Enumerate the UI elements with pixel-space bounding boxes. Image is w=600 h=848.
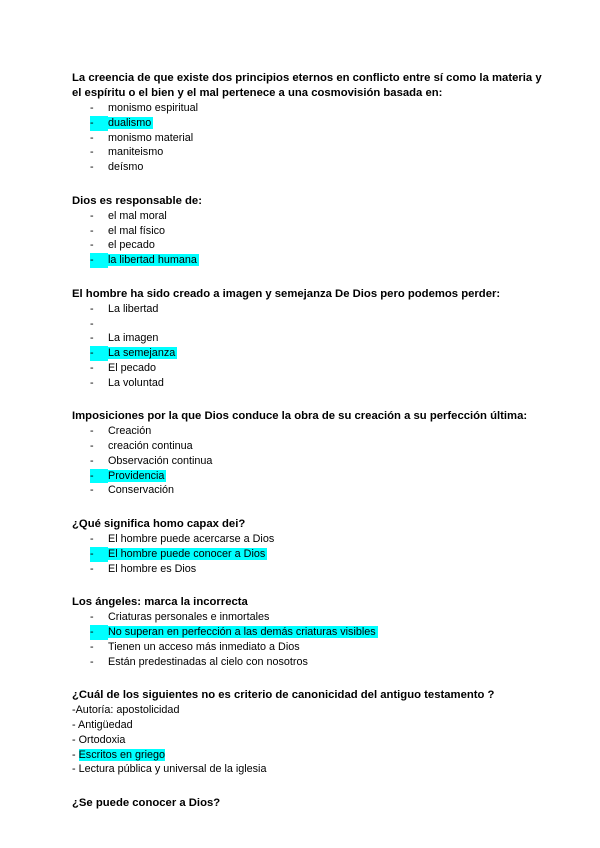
document-page <box>72 71 542 811</box>
bullet-dash: - <box>90 484 94 497</box>
bullet-dash: - <box>90 361 94 374</box>
option-text: No superan en perfección a las demás criaturas visibles <box>108 626 376 638</box>
quiz-section <box>72 71 542 175</box>
bullet-dash: - <box>90 454 94 467</box>
answer-option <box>72 145 542 160</box>
option-text: Criaturas personales e inmortales <box>108 611 270 624</box>
option-text: El hombre puede conocer a Dios <box>108 547 266 560</box>
option-text: monismo material <box>108 131 194 144</box>
question-heading: La creencia de que existe dos principios eternos en conflicto entre sí como la materia y el espíritu o el bien y el mal pertenece a una cosmovisión basada en: <box>72 72 542 99</box>
option-text: Observación continua <box>108 454 213 467</box>
option-text: deísmo <box>108 161 144 173</box>
option-text: Escritos en griego <box>78 748 166 761</box>
answer-option <box>72 640 542 655</box>
bullet-dash: - <box>90 655 94 668</box>
answer-option <box>72 703 542 718</box>
answer-option <box>72 483 542 498</box>
question-heading: ¿Cuál de los siguientes no es criterio de canonicidad del antiguo testamento ? <box>72 689 495 702</box>
option-list <box>72 209 542 268</box>
bullet-dash: - <box>90 640 94 653</box>
quiz-section <box>72 517 542 576</box>
option-text: Tienen un acceso más inmediato a Dios <box>108 640 300 653</box>
bullet-dash: - <box>90 102 94 114</box>
quiz-section <box>72 287 542 391</box>
bullet-dash: - <box>90 469 108 484</box>
bullet-dash: - <box>90 533 94 545</box>
bullet-dash: - <box>90 332 94 345</box>
highlighted-answer-option <box>72 469 542 484</box>
quiz-section <box>72 409 542 498</box>
answer-option <box>72 376 542 391</box>
answer-option <box>72 238 542 253</box>
highlighted-answer-option <box>72 748 542 763</box>
canon-section <box>72 688 542 777</box>
quiz-section <box>72 595 542 669</box>
option-text: Ortodoxia <box>78 733 126 746</box>
option-text: La libertad <box>108 302 159 315</box>
question-heading: Los ángeles: marca la incorrecta <box>72 596 248 609</box>
question-heading: El hombre ha sido creado a imagen y semejanza De Dios pero podemos perder: <box>72 287 501 300</box>
answer-option <box>72 718 542 733</box>
option-text: La semejanza <box>108 347 176 359</box>
option-text: La imagen <box>108 332 159 345</box>
option-text: Autoría: apostolicidad <box>75 704 180 717</box>
bullet-prefix: - <box>72 704 76 717</box>
bullet-prefix: - <box>72 748 79 761</box>
answer-option <box>72 361 542 376</box>
answer-option <box>72 131 542 146</box>
bullet-dash: - <box>90 317 94 330</box>
option-text: el mal moral <box>108 209 167 222</box>
answer-option <box>72 562 542 577</box>
option-text: el mal físico <box>108 224 165 237</box>
bullet-dash: - <box>90 209 94 222</box>
option-text: monismo espiritual <box>108 102 199 114</box>
option-text: Providencia <box>108 469 165 482</box>
bullet-prefix: - <box>72 733 79 746</box>
option-text: El pecado <box>108 361 157 374</box>
bullet-dash: - <box>90 346 108 361</box>
question-heading: Dios es responsable de: <box>72 194 202 207</box>
answer-option <box>72 655 542 670</box>
quiz-section <box>72 194 542 268</box>
final-question-heading: ¿Se puede conocer a Dios? <box>72 797 221 809</box>
bullet-dash: - <box>90 376 94 389</box>
option-list <box>72 532 542 576</box>
bullet-dash: - <box>90 611 94 624</box>
bullet-dash: - <box>90 440 94 452</box>
quiz-sections <box>72 71 542 669</box>
option-list <box>72 101 542 175</box>
option-text: La voluntad <box>108 376 164 389</box>
bullet-dash: - <box>90 547 108 562</box>
option-list <box>72 302 542 391</box>
highlighted-answer-option <box>72 346 542 361</box>
option-text: dualismo <box>108 116 152 129</box>
option-text: Lectura pública y universal de la iglesia <box>78 763 267 776</box>
answer-option <box>72 224 542 239</box>
highlighted-answer-option <box>72 116 542 131</box>
bullet-dash: - <box>90 224 94 237</box>
bullet-dash: - <box>90 302 94 315</box>
answer-option <box>72 424 542 439</box>
option-text: Antigüedad <box>78 719 133 731</box>
answer-option <box>72 101 542 116</box>
answer-option <box>72 610 542 625</box>
answer-option <box>72 454 542 469</box>
answer-option <box>72 532 542 547</box>
option-text: El hombre es Dios <box>108 562 197 575</box>
answer-option <box>72 733 542 748</box>
bullet-prefix: - <box>72 719 78 731</box>
answer-option <box>72 762 542 777</box>
answer-option <box>72 317 542 332</box>
bullet-prefix: - <box>72 763 79 776</box>
option-list <box>72 610 542 669</box>
option-text: creación continua <box>108 440 193 452</box>
option-text: el pecado <box>108 239 155 252</box>
answer-option <box>72 302 542 317</box>
option-text: Están predestinadas al cielo con nosotros <box>108 655 308 668</box>
answer-option <box>72 160 542 175</box>
bullet-dash: - <box>90 239 94 252</box>
bullet-dash: - <box>90 625 108 640</box>
option-list <box>72 424 542 498</box>
bullet-dash: - <box>90 116 108 131</box>
highlighted-answer-option <box>72 547 542 562</box>
question-heading: ¿Qué significa homo capax dei? <box>72 518 246 530</box>
bullet-dash: - <box>90 161 94 173</box>
highlighted-answer-option <box>72 253 542 268</box>
option-text: maniteismo <box>108 146 164 159</box>
bullet-dash: - <box>90 425 94 438</box>
bullet-dash: - <box>90 146 94 159</box>
answer-option <box>72 331 542 346</box>
answer-option <box>72 439 542 454</box>
highlighted-answer-option <box>72 625 542 640</box>
option-text: Creación <box>108 425 152 438</box>
bullet-dash: - <box>90 562 94 575</box>
option-text: Conservación <box>108 484 175 497</box>
question-heading: Imposiciones por la que Dios conduce la obra de su creación a su perfección última: <box>72 410 528 423</box>
bullet-dash: - <box>90 131 94 144</box>
option-text: la libertad humana <box>108 254 197 266</box>
option-text: El hombre puede acercarse a Dios <box>108 533 275 545</box>
answer-option <box>72 209 542 224</box>
canon-option-list <box>72 703 542 777</box>
bullet-dash: - <box>90 253 108 268</box>
